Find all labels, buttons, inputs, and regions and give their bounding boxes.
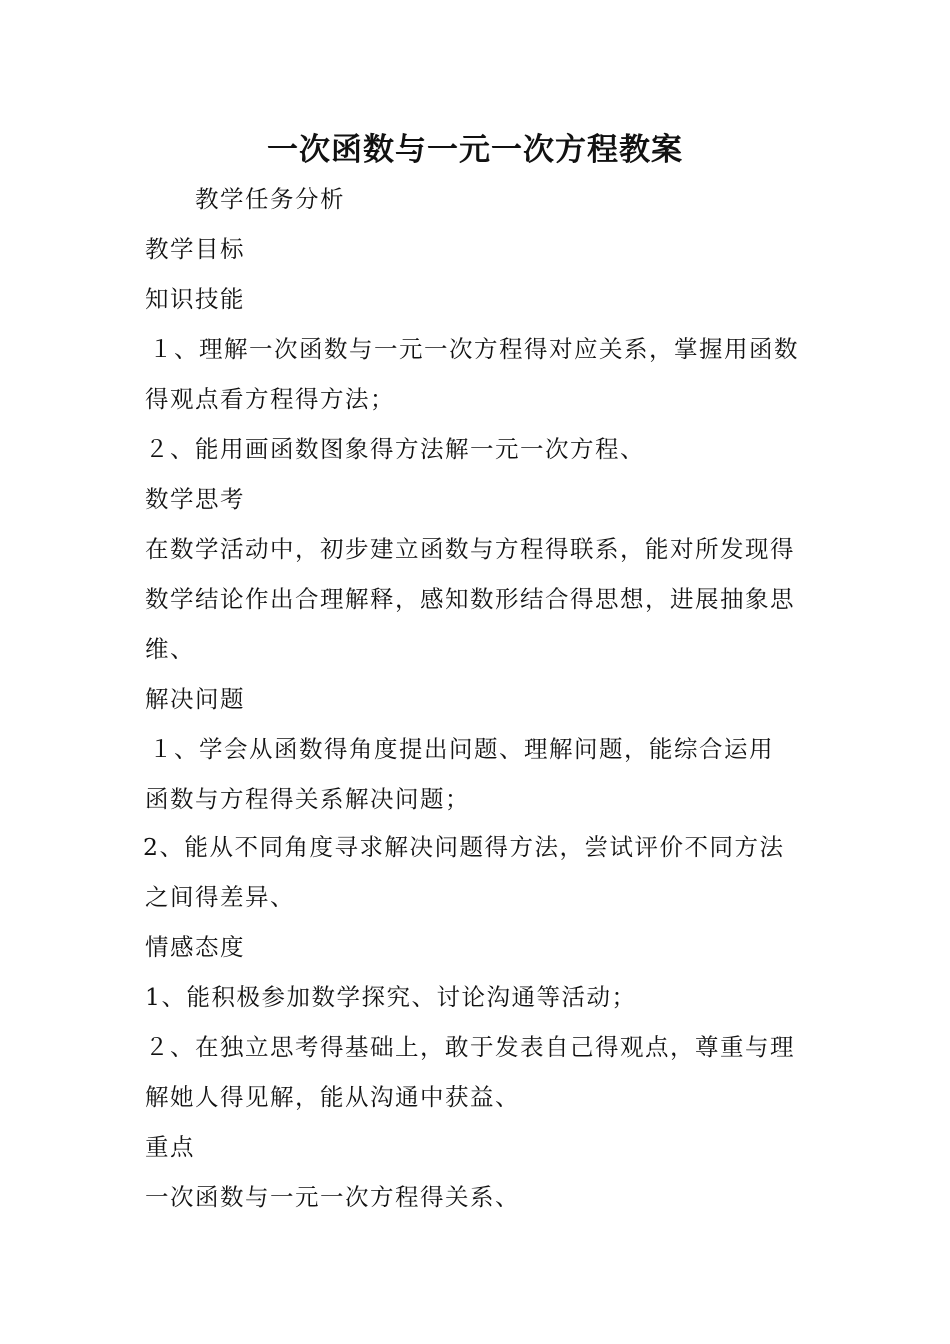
paragraph-line: 一次函数与一元一次方程得关系、: [145, 1183, 520, 1211]
paragraph-line: １、学会从函数得角度提出问题、理解问题，能综合运用: [149, 735, 774, 763]
section-heading-emotion-attitude: 情感态度: [145, 933, 245, 961]
paragraph-line: ２、能用画函数图象得方法解一元一次方程、: [145, 435, 645, 463]
paragraph-line: １、理解一次函数与一元一次方程得对应关系，掌握用函数: [149, 335, 799, 363]
section-heading-math-thinking: 数学思考: [145, 485, 245, 513]
section-heading-teaching-goals: 教学目标: [145, 235, 245, 263]
paragraph-line: 维、: [145, 635, 195, 663]
paragraph-line: ２、在独立思考得基础上，敢于发表自己得观点，尊重与理: [145, 1033, 795, 1061]
document-title: 一次函数与一元一次方程教案: [267, 132, 683, 168]
paragraph-line: 得观点看方程得方法；: [145, 385, 395, 413]
section-heading-key-points: 重点: [145, 1133, 195, 1161]
paragraph-line: 数学结论作出合理解释，感知数形结合得思想，进展抽象思: [145, 585, 795, 613]
paragraph-line: 之间得差异、: [145, 883, 295, 911]
paragraph-line: 函数与方程得关系解决问题；: [145, 785, 470, 813]
paragraph-line: 在数学活动中，初步建立函数与方程得联系，能对所发现得: [145, 535, 795, 563]
paragraph-line: 2、能从不同角度寻求解决问题得方法，尝试评价不同方法: [143, 833, 785, 861]
section-heading-task-analysis: 教学任务分析: [195, 185, 345, 213]
section-heading-problem-solving: 解决问题: [145, 685, 245, 713]
section-heading-knowledge-skills: 知识技能: [145, 285, 245, 313]
paragraph-line: 1、能积极参加数学探究、讨论沟通等活动；: [145, 983, 637, 1011]
paragraph-line: 解她人得见解，能从沟通中获益、: [145, 1083, 520, 1111]
